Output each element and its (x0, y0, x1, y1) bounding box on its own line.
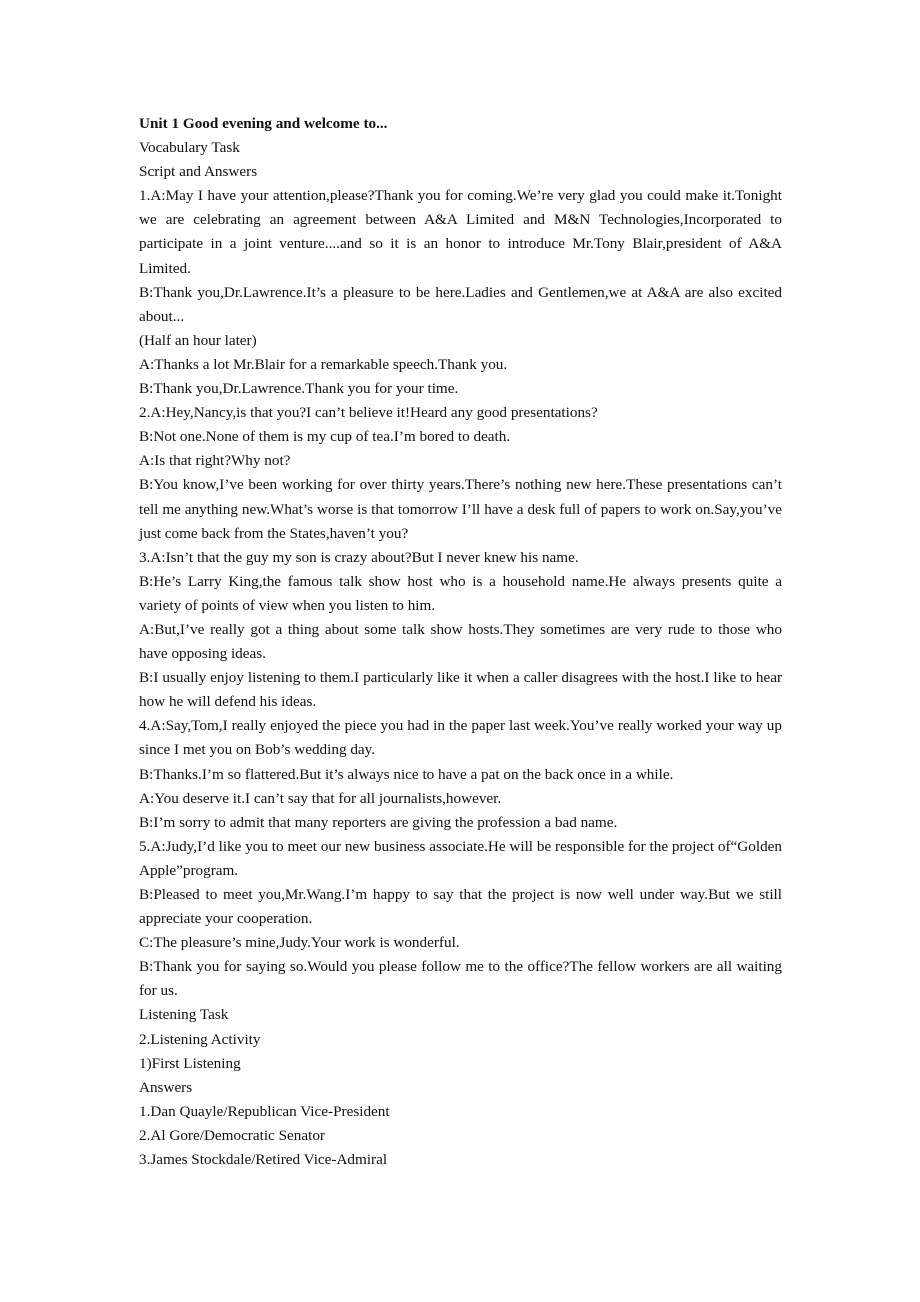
dialogue-2-b2: B:You know,I’ve been working for over thirty years.There’s nothing new here.These presentations can’t tell me anything new.What’s worse is that tomorrow I’ll have a desk full of papers to work on.Say,you’ve just come back from the States,haven’t you? (139, 476, 782, 542)
dialogue-3-a2: A:But,I’ve really got a thing about some talk show hosts.They sometimes are very rude to those who have opposing ideas. (139, 620, 782, 663)
document-page (139, 112, 782, 1172)
dialogue-4-a: 4.A:Say,Tom,I really enjoyed the piece you had in the paper last week.You’ve really worked your way up since I met you on Bob’s wedding day. (139, 717, 782, 759)
dialogue-5-c: C:The pleasure’s mine,Judy.Your work is wonderful. (139, 934, 460, 952)
dialogue-3-a: 3.A:Isn’t that the guy my son is crazy about?But I never knew his name. (139, 548, 579, 566)
dialogue-1-b2: B:Thank you,Dr.Lawrence.Thank you for your time. (139, 380, 459, 398)
dialogue-1-b: B:Thank you,Dr.Lawrence.It’s a pleasure to be here.Ladies and Gentlemen,we at A&A are also excited about... (139, 283, 782, 325)
dialogue-2-a: 2.A:Hey,Nancy,is that you?I can’t believe it!Heard any good presentations? (139, 404, 598, 422)
subheading-listening-activity: 2.Listening Activity (139, 1030, 261, 1048)
dialogue-1-a2: A:Thanks a lot Mr.Blair for a remarkable speech.Thank you. (139, 355, 508, 373)
subheading-first-listening: 1)First Listening (139, 1054, 241, 1072)
answer-item: 1.Dan Quayle/Republican Vice-President (139, 1102, 390, 1120)
dialogue-2-a2: A:Is that right?Why not? (139, 452, 291, 470)
dialogue-3-b2: B:I usually enjoy listening to them.I particularly like it when a caller disagrees with the host.I like to hear how he will defend his ideas. (139, 669, 782, 711)
dialogue-5-a: 5.A:Judy,I’d like you to meet our new business associate.He will be responsible for the project of“Golden Apple”program. (139, 837, 782, 879)
dialogue-5-b: B:Pleased to meet you,Mr.Wang.I’m happy to say that the project is now well under way.But we still appreciate your cooperation. (139, 886, 782, 928)
dialogue-1-a: 1.A:May I have your attention,please?Thank you for coming.We’re very glad you could make it.Tonight we are celebrating an agreement between A&A Limited and M&N Technologies,Incorporated to participate in a joint venture....and so it is an honor to introduce Mr.Tony Blair,president of A&A Limited. (139, 187, 782, 277)
dialogue-4-b: B:Thanks.I’m so flattered.But it’s always nice to have a pat on the back once in a while. (139, 765, 674, 783)
unit-title: Unit 1 Good evening and welcome to... (139, 115, 388, 132)
section-heading-listening: Listening Task (139, 1006, 229, 1024)
dialogue-4-a2: A:You deserve it.I can’t say that for all journalists,however. (139, 789, 502, 807)
dialogue-2-b: B:Not one.None of them is my cup of tea.I’m bored to death. (139, 428, 511, 446)
answer-item: 3.James Stockdale/Retired Vice-Admiral (139, 1151, 388, 1169)
dialogue-1-stage-note: (Half an hour later) (139, 331, 257, 349)
dialogue-3-b: B:He’s Larry King,the famous talk show host who is a household name.He always presents quite a variety of points of view when you listen to him. (139, 572, 782, 614)
dialogue-5-b2: B:Thank you for saying so.Would you please follow me to the office?The fellow workers are all waiting for us. (139, 958, 782, 1000)
section-heading-vocabulary: Vocabulary Task (139, 139, 240, 157)
subheading-script-answers: Script and Answers (139, 163, 258, 181)
dialogue-4-b2: B:I’m sorry to admit that many reporters are giving the profession a bad name. (139, 813, 618, 831)
answer-item: 2.Al Gore/Democratic Senator (139, 1126, 325, 1144)
answers-label: Answers (139, 1078, 193, 1096)
